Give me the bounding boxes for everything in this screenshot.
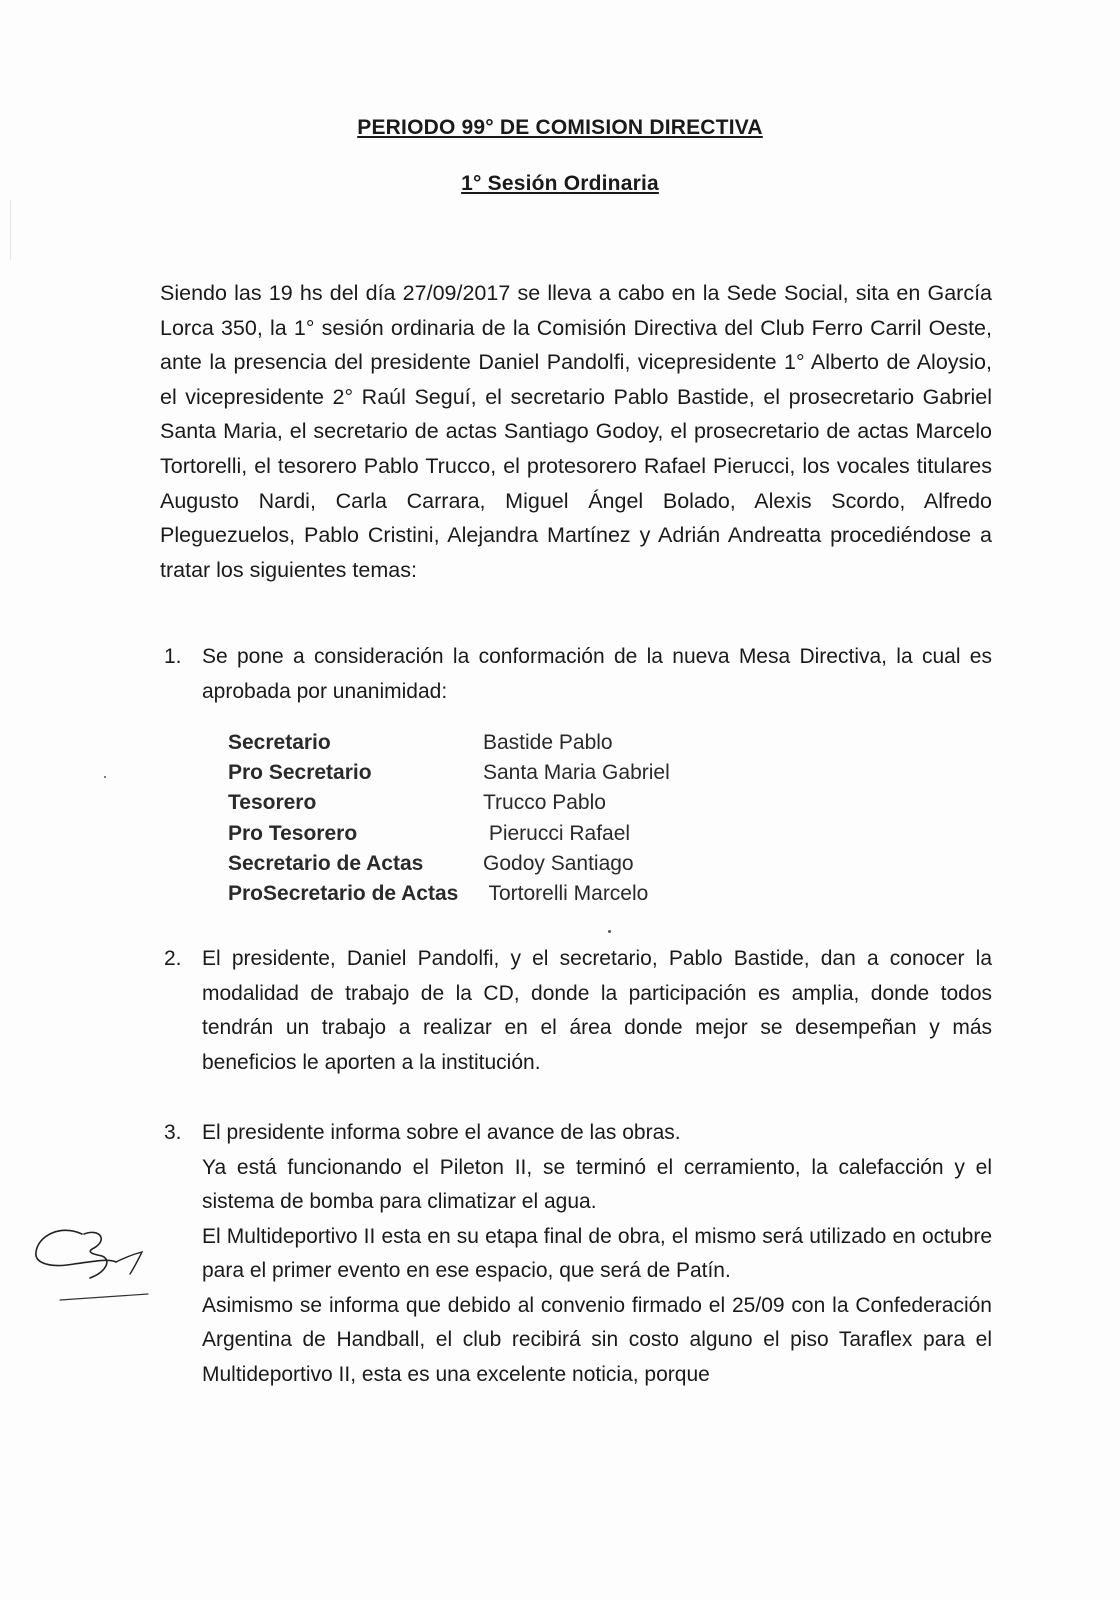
role-name: Secretario — [228, 731, 331, 754]
role-person: Trucco Pablo — [483, 791, 606, 815]
paragraph: Asimismo se informa que debido al convenio firmado el 25/09 con la Confederación Argentina de Handball, el club recibirá sin costo alguno el piso Taraflex para el Multideportivo II, esta es una excelente noticia, porque — [202, 1293, 992, 1386]
role-row — [228, 758, 670, 788]
list-item-1 — [160, 640, 992, 709]
role-name: Tesorero — [228, 791, 317, 815]
scan-dot — [608, 930, 611, 933]
role-person: Bastide Pablo — [483, 731, 613, 754]
role-person: Godoy Santiago — [483, 851, 634, 875]
paragraph: El presidente informa sobre el avance de las obras. — [202, 1121, 681, 1144]
document-title: PERIODO 99° DE COMISION DIRECTIVA — [357, 116, 763, 139]
board-roles-table — [228, 728, 670, 909]
list-item-text — [202, 1116, 992, 1392]
list-item-number: 2. — [164, 947, 182, 970]
role-name: Pro Tesorero — [228, 821, 358, 845]
role-person: Tortorelli Marcelo — [483, 882, 649, 906]
role-name: Pro Secretario — [228, 761, 372, 785]
paragraph: Ya está funcionando el Pileton II, se terminó el cerramiento, la calefacción y el sistema de bomba para climatizar el agua. — [202, 1155, 992, 1213]
scan-dot — [104, 776, 106, 778]
list-item-2 — [160, 942, 992, 1080]
list-item-3 — [160, 1116, 992, 1392]
role-row — [228, 788, 670, 818]
list-item-text: Se pone a consideración la conformación de la nueva Mesa Directiva, la cual es aprobada por unanimidad: — [202, 645, 992, 703]
document-subtitle: 1° Sesión Ordinaria — [461, 172, 659, 195]
role-row — [228, 879, 670, 909]
signature-initials-icon — [30, 1218, 160, 1308]
list-item-number: 1. — [164, 645, 182, 668]
role-row — [228, 728, 670, 758]
list-item-text: El presidente, Daniel Pandolfi, y el secretario, Pablo Bastide, dan a conocer la modalidad de trabajo de la CD, donde la participación es amplia, donde todos tendrán un trabajo a realizar en el área donde mejor se desempeñan y más beneficios le aporten a la institución. — [202, 947, 992, 1074]
role-name: Secretario de Actas — [228, 851, 424, 875]
role-row — [228, 819, 670, 849]
role-person: Pierucci Rafael — [483, 821, 631, 845]
role-person: Santa Maria Gabriel — [483, 761, 670, 785]
paragraph: El Multideportivo II esta en su etapa final de obra, el mismo será utilizado en octubre para el primer evento en ese espacio, que será de Patín. — [202, 1224, 992, 1282]
scan-margin-mark — [10, 200, 11, 260]
intro-paragraph: Siendo las 19 hs del día 27/09/2017 se lleva a cabo en la Sede Social, sita en García Lorca 350, la 1° sesión ordinaria de la Comisión Directiva del Club Ferro Carril Oeste, ante la presencia del presidente Daniel Pandolfi, vicepresidente 1° Alberto de Aloysio, el vicepresidente 2° Raúl Seguí, el secretario Pablo Bastide, el prosecretario Gabriel Santa Maria, el secretario de actas Santiago Godoy, el prosecretario de actas Marcelo Tortorelli, el tesorero Pablo Trucco, el protesorero Rafael Pierucci, los vocales titulares Augusto Nardi, Carla Carrara, Miguel Ángel Bolado, Alexis Scordo, Alfredo Pleguezuelos, Pablo Cristini, Alejandra Martínez y Adrián Andreatta procediéndose a tratar los siguientes temas: — [160, 281, 992, 582]
list-item-number: 3. — [164, 1121, 182, 1144]
role-name: ProSecretario de Actas — [228, 882, 459, 906]
role-row — [228, 849, 670, 879]
